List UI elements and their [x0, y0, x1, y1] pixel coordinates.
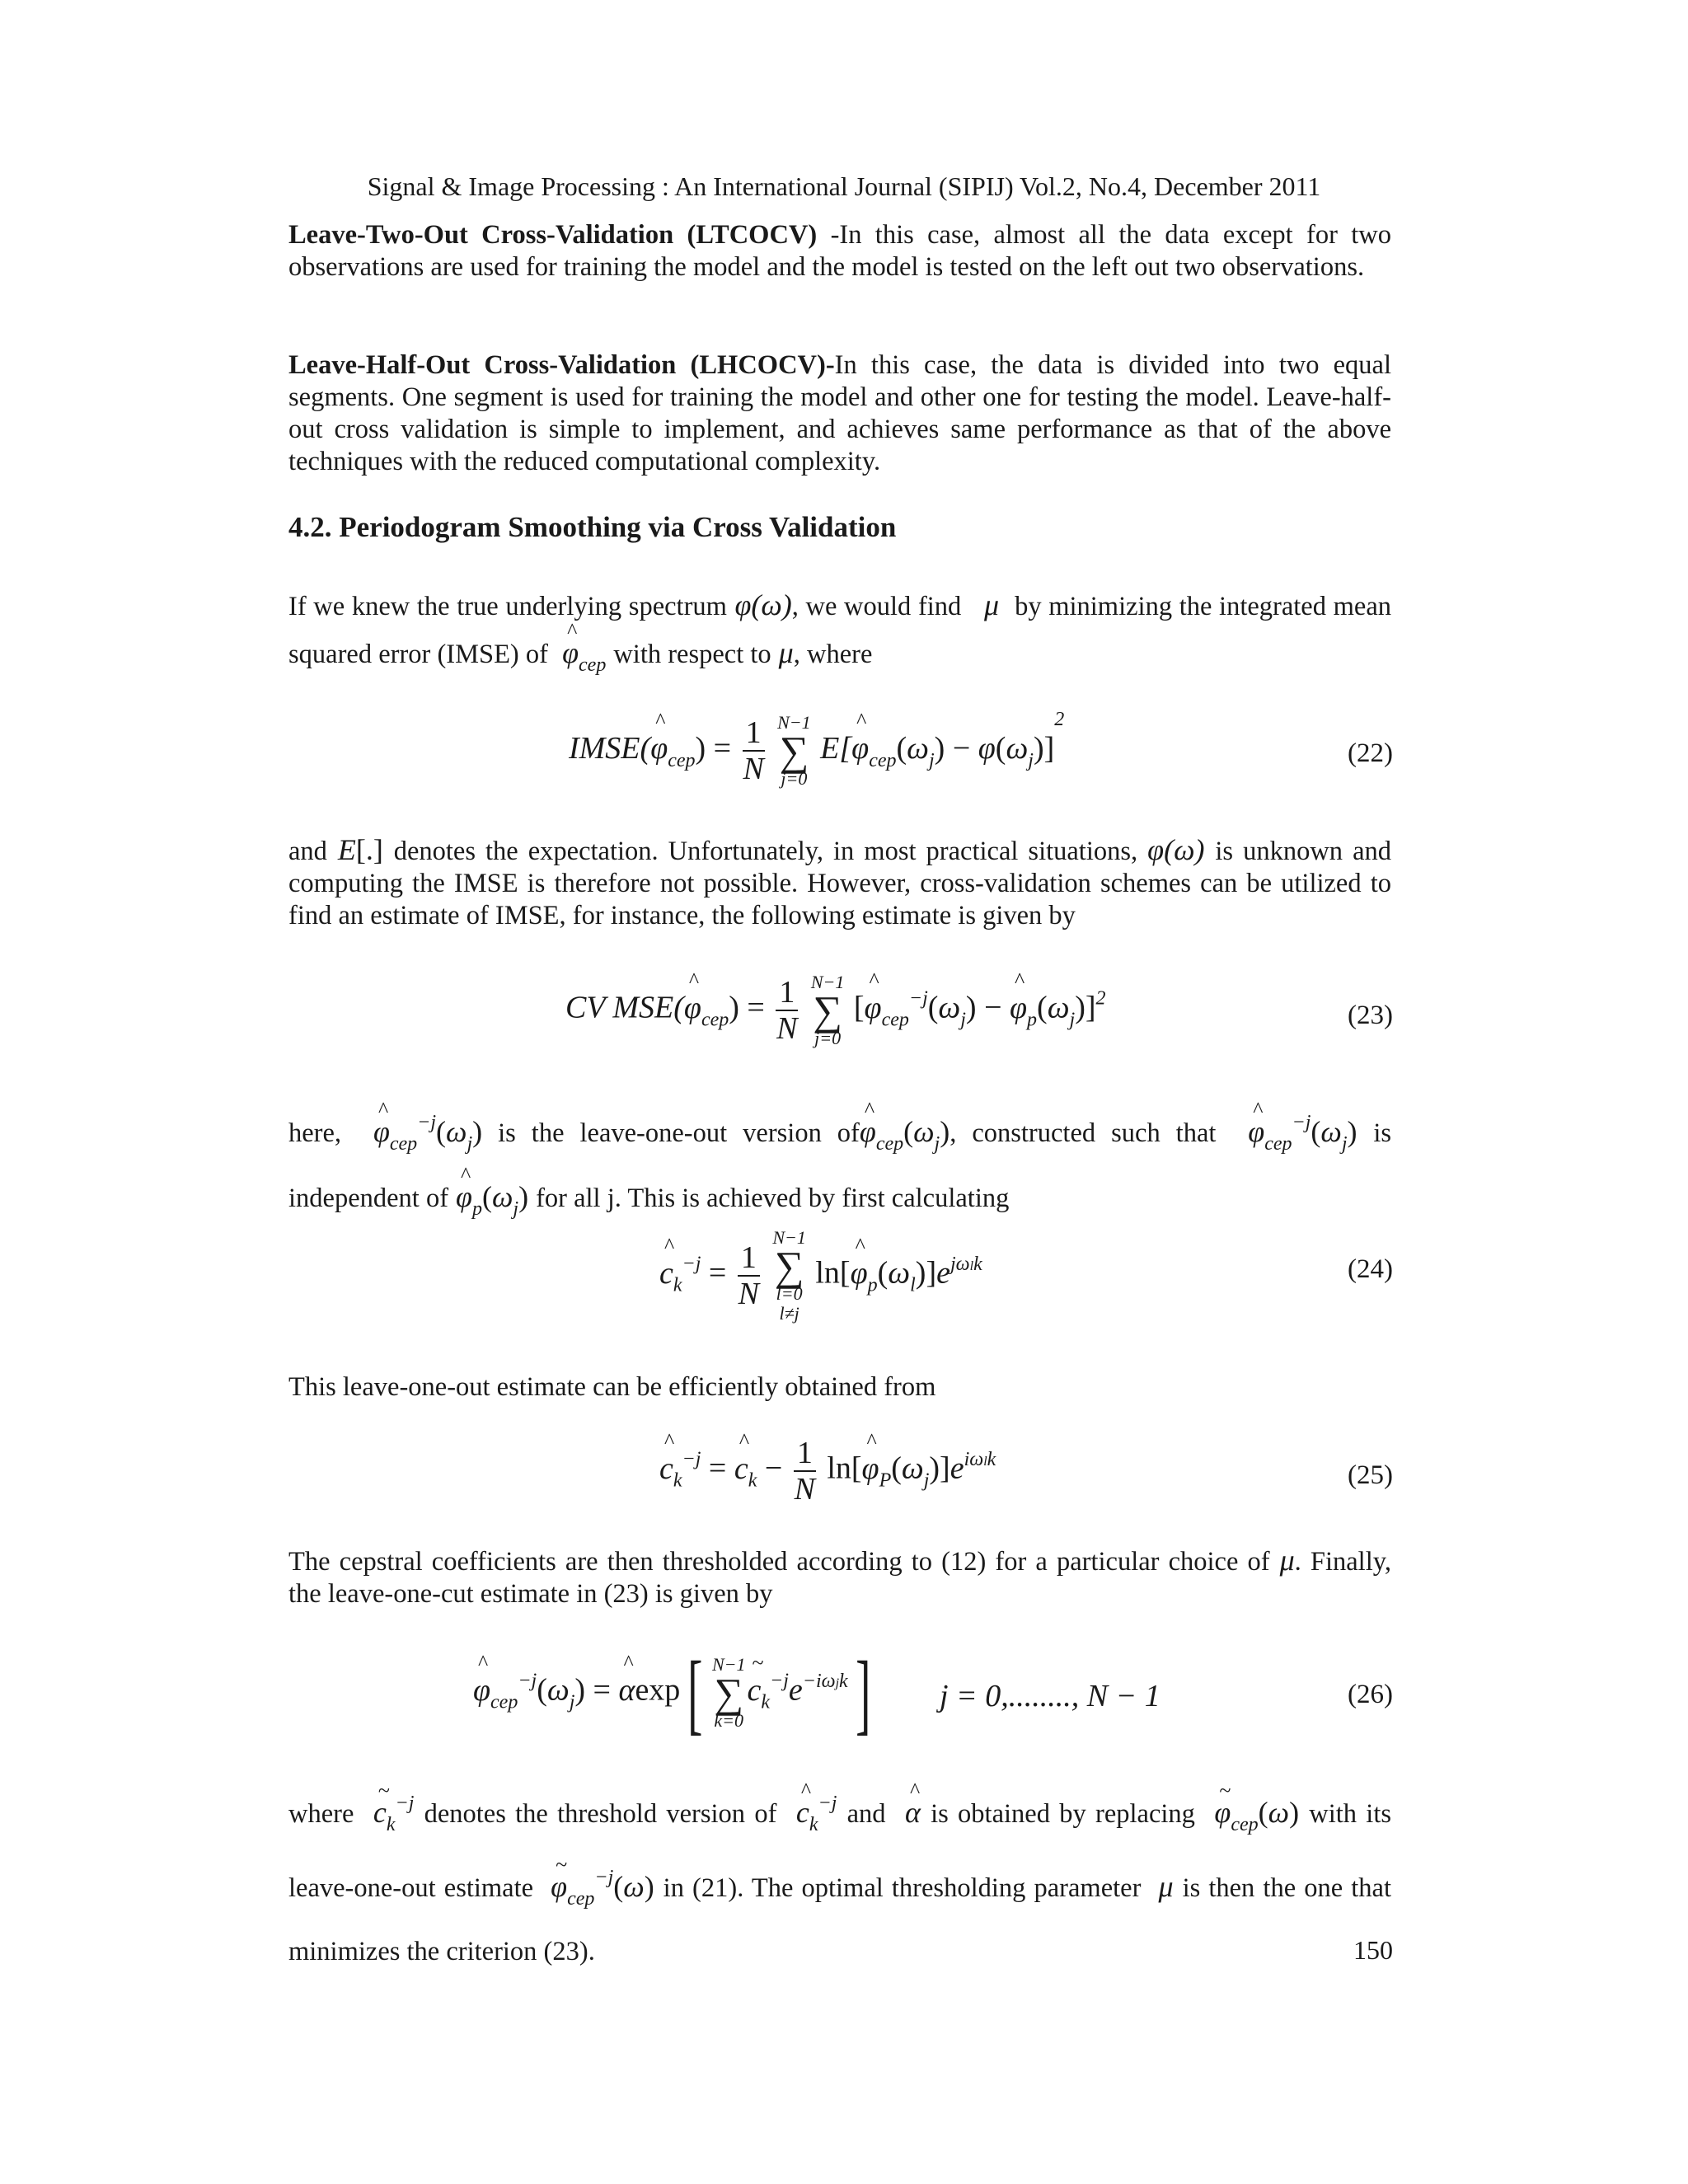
- paragraph-optimal: where ~ $c_k^{-j}$ denotes the threshold version of ^ $c_k^{-j}$ and ^ α is obtained by replacing ~ $\varphi_{cep}(\omega)$ with its leave-one-out estimate ~ $\varphi_{cep}^{-j}(\omega)$ in (21). The optimal thresholding parameter μ is then the one that minimizes the criterion (23).: [288, 1777, 1391, 1978]
- paragraph-efficient: This leave-one-out estimate can be efficiently obtained from: [288, 1372, 936, 1402]
- lhcocv-text: In this case, the data is divided into two equal segments. One segment is used for training the model and other one for testing the model. Leave-half-out cross validation is simple to implement, and achieves same performance as that of the above techniques with the reduced computational complexity.: [288, 350, 1391, 476]
- page-number: 150: [1353, 1935, 1393, 1965]
- term-lhcocv: Leave-Half-Out Cross-Validation (LHCOCV)-: [288, 350, 835, 380]
- paragraph-ltcocv: [288, 219, 1391, 284]
- paragraph-threshold: The cepstral coefficients are then thresholded according to (12) for a particular choice of μ. Finally, the leave-one-cut estimate in (23) is given by: [288, 1544, 1391, 1609]
- paragraph-lhcocv: [288, 349, 1391, 478]
- ltcocv-text: -In this case, almost all the data except for two observations are used for training the model and the model is tested on the left out two observations.: [288, 220, 1391, 282]
- equation-25-number: (25): [1348, 1460, 1393, 1490]
- equation-22: IMSE(^ $\varphi_{cep}$) = $\frac{1}{N}$ N−1 ∑ j=0 E[^ $\varphi_{cep}(\omega_j) - \varphi(\omega_j)]^2$: [569, 709, 1064, 789]
- math-phi-omega: φ(ω): [726, 588, 792, 621]
- equation-26-range: j = 0,........, N − 1: [940, 1679, 1160, 1713]
- paragraph-leave-one-out: here, ^ $\varphi_{cep}^{-j}(\omega_j)$ is the leave-one-out version of^ $\varphi_{cep}(\omega_j)$, constructed such that ^ $\varphi_{cep}^{-j}(\omega_j)$ is independent of ^ $\varphi_p(\omega_j)$ for all j. This is achieved by first calculating: [288, 1096, 1391, 1235]
- section-heading: 4.2. Periodogram Smoothing via Cross Validation: [288, 511, 897, 543]
- equation-22-number: (22): [1348, 738, 1393, 768]
- paragraph-imse-intro: If we knew the true underlying spectrum φ(ω), we would find μ by minimizing the integrated mean squared error (IMSE) of ^ $\varphi_{cep}$ with respect to μ, where: [288, 582, 1391, 688]
- journal-header: Signal & Image Processing : An International Journal (SIPIJ) Vol.2, No.4, December 2011: [367, 171, 1321, 201]
- equation-23-number: (23): [1348, 1001, 1393, 1030]
- math-phi-hat-cep: ^ $\varphi_{cep}$: [555, 636, 613, 669]
- paragraph-expectation: and E[.] denotes the expectation. Unfortunately, in most practical situations, φ(ω) is unknown and computing the IMSE is therefore not possible. However, cross-validation schemes can be utilized to find an estimate of IMSE, for instance, the following estimate is given by: [288, 833, 1392, 930]
- equation-26-number: (26): [1348, 1680, 1393, 1709]
- equation-25: ^ $c_k^{-j}$ = ^ $c_k$ − $\frac{1}{N}$ ln[^ $\varphi_P(\omega_j)]e^{i\omega lk}$: [659, 1436, 996, 1507]
- math-mu: μ: [968, 588, 1015, 621]
- term-ltcocv: Leave-Two-Out Cross-Validation (LTCOCV): [288, 220, 818, 250]
- equation-23: CV MSE(^ $\varphi_{cep}$) = $\frac{1}{N}$ N−1 ∑ j=0 [^ $\varphi_{cep}^{-j}(\omega_j)$ − ^ $\varphi_p(\omega_j)]^2$: [565, 972, 1106, 1048]
- equation-24-number: (24): [1348, 1254, 1393, 1284]
- equation-26: ^ $\varphi_{cep}^{-j}(\omega_j)$ = ^ αexp[ N−1 ∑ k=0 ~ $c_k^{-j}e^{-i\omega jk}$]: [473, 1652, 878, 1734]
- equation-24: ^ $c_k^{-j}$ = $\frac{1}{N}$ N−1 ∑ l=0 l≠j ln[^ $\varphi_p(\omega_l)]e^{j\omega lk}$: [659, 1228, 982, 1324]
